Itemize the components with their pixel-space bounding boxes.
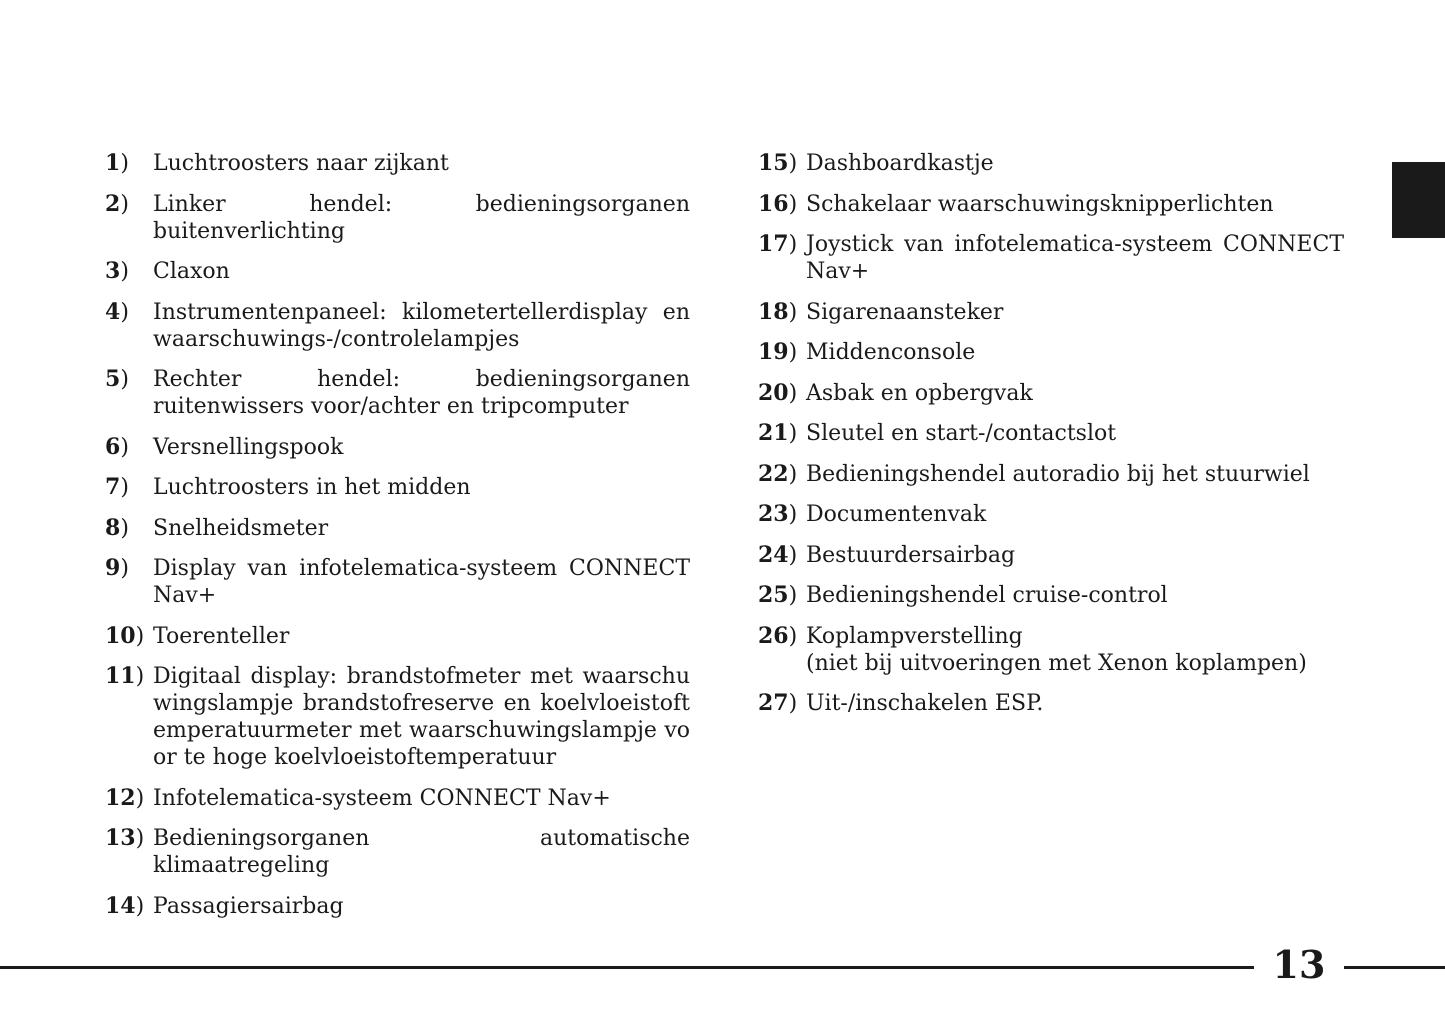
list-item: 15) Dashboardkastje bbox=[758, 150, 1344, 177]
item-number: 10 bbox=[105, 622, 136, 649]
list-item: 6) Versnellingspook bbox=[105, 434, 690, 461]
list-item: 11) Digitaal display: brandstofmeter met waarschuwingslampje brandstofreserve en koelvloeistoftemperatuurmeter met waarschuwingslampje voor te hoge koelvloeistoftemperatuur bbox=[105, 663, 690, 770]
item-text: Documentenvak bbox=[806, 502, 987, 527]
list-item: 4) Instrumentenpaneel: kilometertellerdisplay en waarschuwings-/controlelampjes bbox=[105, 298, 690, 352]
list-item: 2) Linker hendel: bedieningsorganen buitenverlichting bbox=[105, 190, 690, 244]
page-number: 13 bbox=[1272, 942, 1326, 987]
item-text: Claxon bbox=[153, 259, 230, 284]
legend-list-right bbox=[758, 150, 1344, 731]
footer-rule-left bbox=[0, 966, 1254, 969]
item-number: 6 bbox=[105, 433, 121, 460]
item-text: Asbak en opbergvak bbox=[806, 380, 1033, 406]
list-item: 3) Claxon bbox=[105, 258, 690, 285]
legend-list-left bbox=[105, 150, 690, 933]
item-number: 17 bbox=[758, 231, 789, 257]
item-text: Bestuurdersairbag bbox=[806, 542, 1016, 568]
item-number: 25 bbox=[758, 582, 789, 608]
list-item: 26) Koplampverstelling (niet bij uitvoeringen met Xenon koplampen) bbox=[758, 623, 1344, 677]
item-text: Passagiersairbag bbox=[153, 893, 344, 919]
list-item: 18) Sigarenaansteker bbox=[758, 299, 1344, 326]
item-text: Joystick van infotelematica-systeem CONNECT Nav+ bbox=[806, 232, 1344, 284]
item-text: Infotelematica-systeem CONNECT Nav+ bbox=[153, 785, 611, 811]
list-item: 27) Uit-/inschakelen ESP. bbox=[758, 690, 1344, 717]
item-number: 3 bbox=[105, 258, 121, 284]
item-text: Bedieningshendel cruise-control bbox=[806, 583, 1168, 608]
item-text: Schakelaar waarschuwingsknipperlichten bbox=[806, 191, 1274, 217]
item-number: 8 bbox=[105, 514, 121, 541]
item-number: 21 bbox=[758, 420, 789, 446]
item-text-line1: Koplampverstelling bbox=[806, 623, 1023, 649]
list-item: 13) Bedieningsorganen automatische klimaatregeling bbox=[105, 825, 690, 878]
item-number: 22 bbox=[758, 460, 789, 487]
item-text: Sigarenaansteker bbox=[806, 299, 1004, 325]
item-number: 14 bbox=[105, 892, 136, 919]
item-number: 11 bbox=[105, 663, 136, 689]
list-item: 21) Sleutel en start-/contactslot bbox=[758, 420, 1344, 447]
list-item: 12) Infotelematica-systeem CONNECT Nav+ bbox=[105, 785, 690, 812]
item-text: Instrumentenpaneel: kilometertellerdisplay en waarschuwings-/controlelampjes bbox=[153, 299, 690, 352]
section-tab-marker bbox=[1392, 162, 1445, 238]
list-item: 24) Bestuurdersairbag bbox=[758, 542, 1344, 569]
item-number: 16 bbox=[758, 190, 789, 217]
list-item: 22) Bedieningshendel autoradio bij het stuurwiel bbox=[758, 461, 1344, 488]
item-number: 27 bbox=[758, 690, 789, 716]
item-number: 5 bbox=[105, 366, 121, 392]
item-number: 4 bbox=[105, 298, 121, 325]
item-text: Digitaal display: brandstofmeter met waarschuwingslampje brandstofreserve en koelvloeistoftemperatuurmeter met waarschuwingslampje voor te hoge koelvloeistoftemperatuur bbox=[153, 664, 690, 770]
item-text: Sleutel en start-/contactslot bbox=[806, 421, 1117, 446]
item-text: Bedieningsorganen automatische klimaatregeling bbox=[153, 826, 690, 878]
item-number: 18 bbox=[758, 298, 789, 325]
list-item: 10) Toerenteller bbox=[105, 623, 690, 650]
item-text: Uit-/inschakelen ESP. bbox=[806, 691, 1044, 716]
item-number: 7 bbox=[105, 474, 121, 500]
list-item: 5) Rechter hendel: bedieningsorganen ruitenwissers voor/achter en tripcomputer bbox=[105, 366, 690, 419]
item-text: Dashboardkastje bbox=[806, 151, 994, 176]
list-item: 14) Passagiersairbag bbox=[105, 893, 690, 920]
list-item: 16) Schakelaar waarschuwingsknipperlichten bbox=[758, 191, 1344, 218]
item-number: 13 bbox=[105, 825, 136, 851]
list-item: 19) Middenconsole bbox=[758, 339, 1344, 366]
list-item: 7) Luchtroosters in het midden bbox=[105, 474, 690, 501]
item-text: Snelheidsmeter bbox=[153, 515, 329, 541]
item-text: Rechter hendel: bedieningsorganen ruitenwissers voor/achter en tripcomputer bbox=[153, 367, 690, 419]
item-text: Toerenteller bbox=[153, 623, 290, 649]
item-text: Display van infotelematica-systeem CONNECT Nav+ bbox=[153, 556, 690, 608]
item-number: 20 bbox=[758, 379, 789, 406]
item-text: Luchtroosters in het midden bbox=[153, 475, 471, 500]
list-item: 23) Documentenvak bbox=[758, 501, 1344, 528]
item-text bbox=[806, 623, 1344, 677]
item-number: 23 bbox=[758, 501, 789, 527]
list-item: 9) Display van infotelematica-systeem CONNECT Nav+ bbox=[105, 555, 690, 608]
item-number: 24 bbox=[758, 541, 789, 568]
item-text: Middenconsole bbox=[806, 340, 976, 365]
item-number: 26 bbox=[758, 622, 789, 649]
item-text: Linker hendel: bedieningsorganen buitenverlichting bbox=[153, 191, 690, 244]
item-number: 2 bbox=[105, 190, 121, 217]
list-item: 8) Snelheidsmeter bbox=[105, 515, 690, 542]
item-number: 19 bbox=[758, 339, 789, 365]
item-number: 12 bbox=[105, 784, 136, 811]
item-number: 9 bbox=[105, 555, 121, 581]
item-text: Luchtroosters naar zijkant bbox=[153, 151, 449, 176]
list-item: 20) Asbak en opbergvak bbox=[758, 380, 1344, 407]
list-item: 25) Bedieningshendel cruise-control bbox=[758, 582, 1344, 609]
item-text: Bedieningshendel autoradio bij het stuurwiel bbox=[806, 461, 1310, 487]
footer-rule-right bbox=[1344, 966, 1445, 969]
item-text-line2: (niet bij uitvoeringen met Xenon koplampen) bbox=[806, 650, 1307, 676]
item-number: 1 bbox=[105, 150, 121, 176]
item-number: 15 bbox=[758, 150, 789, 176]
list-item: 17) Joystick van infotelematica-systeem CONNECT Nav+ bbox=[758, 231, 1344, 284]
list-item: 1) Luchtroosters naar zijkant bbox=[105, 150, 690, 177]
item-text: Versnellingspook bbox=[153, 434, 344, 460]
